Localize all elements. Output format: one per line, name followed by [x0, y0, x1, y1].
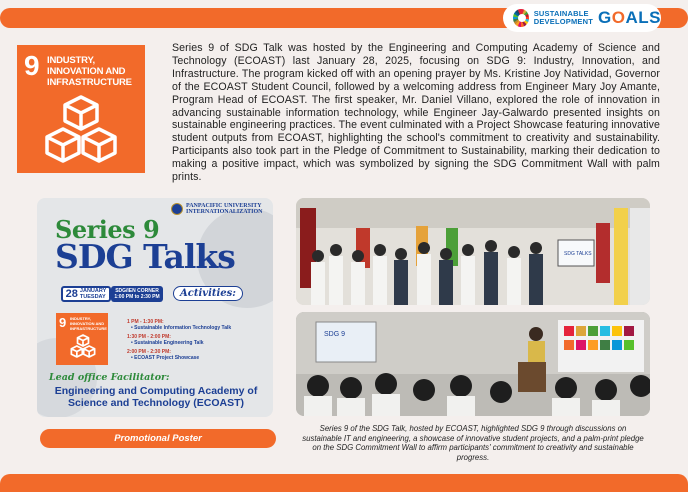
goal-title: INDUSTRY, INNOVATION AND INFRASTRUCTURE: [47, 55, 132, 88]
sdg-wheel-icon: [513, 9, 529, 27]
schedule-item: • ECOAST Project Showcase: [131, 355, 200, 361]
poster-goal-number: 9: [59, 315, 67, 330]
photo1-screen-text: SDG TALKS: [564, 251, 592, 257]
venue-line1: SDG/IEN CORNER: [115, 288, 159, 294]
poster-activities-label: Activities:: [173, 286, 243, 301]
goal-number: 9: [24, 50, 40, 81]
sdg-logo-goals: [598, 9, 661, 27]
poster-title: SDG Talks: [55, 237, 235, 276]
poster-lead-label: Lead office Facilitator:: [49, 372, 170, 383]
schedule-item: • Sustainable Information Technology Talk: [131, 325, 232, 331]
goals-prefix: G: [598, 8, 612, 27]
promotional-poster-label: Promotional Poster: [40, 429, 276, 448]
schedule-time: 1 PM - 1:30 PM:: [127, 319, 164, 325]
poster-date-badge: [61, 286, 111, 302]
sdg-logo: [503, 4, 661, 32]
date-day: 28: [65, 288, 78, 300]
poster-academy: Engineering and Computing Academy of Science and Technology (ECOAST): [54, 385, 258, 409]
sdg-logo-line1: SUSTAINABLE: [533, 9, 589, 18]
photo2-screen-text: SDG 9: [324, 331, 346, 338]
goals-o: O: [611, 8, 626, 27]
poster-goal-title: INDUSTRY, INNOVATION AND INFRASTRUCTURE: [70, 316, 107, 331]
intro-paragraph: Series 9 of SDG Talk was hosted by the Engineering and Computing Academy of Science and Technology (ECOAST) last January 28, 2025, focusing on SDG 9: Industry, Innovation, and Infrastructure. The program kicked off with an opening prayer by Ms. Kristine Joy Natividad, Governor of the ECOAST Student Council, followed by a welcoming address from Engineer Mary Joy Amante, Program Head of ECOAST. The first speaker, Mr. Daniel Villano, explored the role of innovation in advancing sustainable information technology, while Engineer Jay-Galwardo presented insights on sustainable engineering practices. The event culminated with a Project Showcase featuring innovative student outputs from ECOAST, highlighting the school's commitment to creativity and sustainability. Participants also took part in the Pledge of Commitment to Sustainability, marking their dedication to making a positive impact, which was symbolized by signing the SDG Commitment Wall with palm prints.: [172, 42, 660, 184]
cubes-icon: [43, 93, 119, 165]
university-line1: PANPACIFIC UNIVERSITY: [186, 203, 262, 209]
university-line2: INTERNATIONALIZATION: [186, 209, 263, 215]
poster-cubes-icon: [70, 333, 96, 359]
schedule-time: 1:30 PM - 2:00 PM:: [127, 334, 171, 340]
university-name: [186, 203, 262, 215]
sdg-logo-wordmark: [534, 10, 593, 26]
venue-line2: 1:00 PM to 2:30 PM: [114, 294, 160, 300]
poster-venue-badge: [111, 286, 163, 302]
event-photo-speaker-image: [296, 312, 650, 416]
poster-schedule: [127, 319, 267, 364]
schedule-time: 2:00 PM - 2:30 PM:: [127, 349, 171, 355]
poster-series: Series 9: [55, 215, 160, 244]
date-month: JANUARY: [79, 288, 107, 294]
date-weekday: TUESDAY: [79, 294, 106, 300]
schedule-item: • Sustainable Engineering Talk: [131, 340, 204, 346]
event-photo-audience: [296, 198, 650, 305]
event-photo-audience-image: [296, 198, 650, 305]
sdg9-goal-tile: [17, 45, 145, 173]
poster-university: [171, 203, 262, 215]
poster-goal-tile: [56, 313, 108, 365]
sdg-logo-line2: DEVELOPMENT: [533, 17, 594, 26]
photo-caption: Series 9 of the SDG Talk, hosted by ECOAST, highlighted SDG 9 through discussions on sustainable IT and engineering, a showcase of innovative student projects, and a palm-print pledge on the SDG Commitment Wall to affirm participants' commitment to creativity and sustainable progress.: [302, 424, 644, 462]
date-month-block: [80, 288, 106, 300]
bottom-banner-bar: [0, 474, 688, 492]
event-photo-speaker: [296, 312, 650, 416]
goals-suffix: ALS: [625, 8, 661, 27]
promotional-poster: [37, 198, 273, 417]
university-seal-icon: [171, 203, 183, 215]
